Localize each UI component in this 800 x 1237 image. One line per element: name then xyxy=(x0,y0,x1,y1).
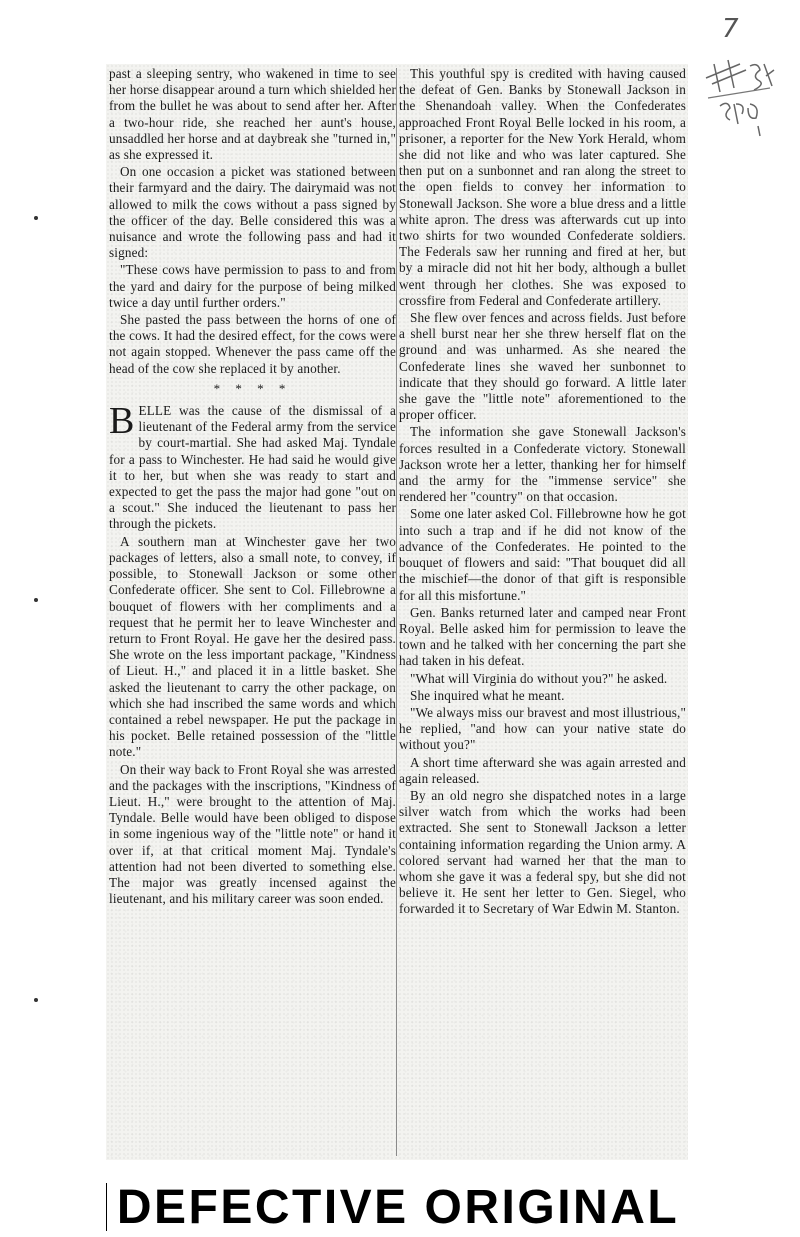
paragraph: Some one later asked Col. Fillebrowne how he got into such a trap and if he did not know of the advance of the Confederates. He pointed to the bouquet of flowers and said: "That bouquet did all the mischief—the donor of that gift is responsible for all this misfortune." xyxy=(399,506,686,603)
paragraph: The information she gave Stonewall Jackson's forces resulted in a Confederate victory. Stonewall Jackson wrote her a letter, thanking her for himself and the army for the "immense service" she rendered her "country" on that occasion. xyxy=(399,424,686,505)
paragraph: On their way back to Front Royal she was arrested and the packages with the inscriptions, "Kindness of Lieut. H.," were brought to the attention of Maj. Tyndale. Belle would have been obliged to dispose in some ingenious way of the "little note" or hand it over if, at that critical moment Maj. Tyndale's attention had not been diverted to something else. The major was greatly incensed against the lieutenant, and his military career was soon ended. xyxy=(109,761,396,907)
drop-cap: B xyxy=(109,400,135,443)
paragraph: A short time afterward she was again arrested and again released. xyxy=(399,754,686,786)
section-separator: * * * * xyxy=(213,380,292,396)
column-rule xyxy=(396,68,397,1156)
paragraph: This youthful spy is credited with having caused the defeat of Gen. Banks by Stonewall Jackson in the Shenandoah valley. When the Confederates approached Front Royal Belle locked in his room, a prisoner, a reporter for the New York Herald, whom she did not like and who was later captured. She then put on a sunbonnet and ran along the street to the open fields to convey her information to Stonewall Jackson. She wore a blue dress and a little white apron. The dress was afterwards cut up into two shirts for two wounded Confederate soldiers. The Federals saw her running and fired at her, but by a miracle did not hit her body, although a bullet went through her clothes. She was exposed to crossfire from Federal and Confederate artillery. xyxy=(399,66,686,308)
paragraph: "What will Virginia do without you?" he asked. xyxy=(410,670,668,686)
paragraph: She flew over fences and across fields. Just before a shell burst near her she threw herself flat on the ground and was unharmed. As she neared the Confederate lines she waved her sunbonnet to indicate that they should go forward. A little later she gave the "little note" aforementioned to the proper officer. xyxy=(399,310,686,423)
defective-original-stamp: DEFECTIVE ORIGINAL xyxy=(106,1183,689,1231)
margin-dot xyxy=(34,216,38,220)
paragraph: A southern man at Winchester gave her two packages of letters, also a small note, to convey, if possible, to Stonewall Jackson or some other Confederate officer. She sent to Col. Fillebrowne a bouquet of flowers with her compliments and a request that he permit her to leave Winchester and return to Front Royal. He gave her the desired pass. She wrote on the less important package, "Kindness of Lieut. H.," and placed it in a little basket. She asked the lieutenant to carry the other package, on which she had inscribed the same words and which contained a rebel newspaper. He put the package in his pocket. Belle retained possession of the "little note." xyxy=(109,533,396,760)
handwritten-note xyxy=(700,58,780,138)
page-mark: 7 xyxy=(722,14,739,44)
section2-first-text: ELLE was the cause of the dismissal of a lieutenant of the Federal army from the service by court-martial. She had asked Maj. Tyndale for a pass to Winchester. He had said he would give it to her, but when she was ready to start and expected to get the pass the major had gone "out on a scout." She induced the lieutenant to pass her through the pickets. xyxy=(109,403,396,532)
left-column xyxy=(109,66,396,1158)
newspaper-clipping xyxy=(106,64,688,1160)
margin-dot xyxy=(34,598,38,602)
paragraph: She pasted the pass between the horns of one of the cows. It had the desired effect, for the cows were not again stopped. Whenever the pass came off the head of the cow she replaced it by another. xyxy=(109,312,396,376)
margin-dot xyxy=(34,998,38,1002)
paragraph: "These cows have permission to pass to and from the yard and dairy for the purpose of being milked twice a day until further orders." xyxy=(109,262,396,310)
paragraph: past a sleeping sentry, who wakened in time to see her horse disappear around a turn which shielded her from the bullet he was about to send after her. After a two-hour ride, she reached her aunt's house, unsaddled her horse and at daybreak she "turned in," as she expressed it. xyxy=(109,66,396,163)
paragraph: On one occasion a picket was stationed between their farmyard and the dairy. The dairymaid was not allowed to milk the cows without a pass signed by the officer of the day. Belle considered this was a nuisance and wrote the following pass and had it signed: xyxy=(109,164,396,261)
paragraph: She inquired what he meant. xyxy=(410,687,565,703)
right-column xyxy=(399,66,686,1158)
paragraph: By an old negro she dispatched notes in a large silver watch from which the works had been extracted. She sent to Stonewall Jackson a letter containing information regarding the Union army. A colored servant had warned her that the man to whom she gave it was a federal spy, but she did not believe it. He sent her letter to Gen. Siegel, who forwarded it to Secretary of War Edwin M. Stanton. xyxy=(399,787,686,917)
paragraph-with-dropcap xyxy=(109,400,396,533)
paragraph: "We always miss our bravest and most illustrious," he replied, "and how can your native state do without you?" xyxy=(399,704,686,753)
paragraph: Gen. Banks returned later and camped near Front Royal. Belle asked him for permission to leave the town and he talked with her concerning the part she had taken in his defeat. xyxy=(399,604,686,669)
